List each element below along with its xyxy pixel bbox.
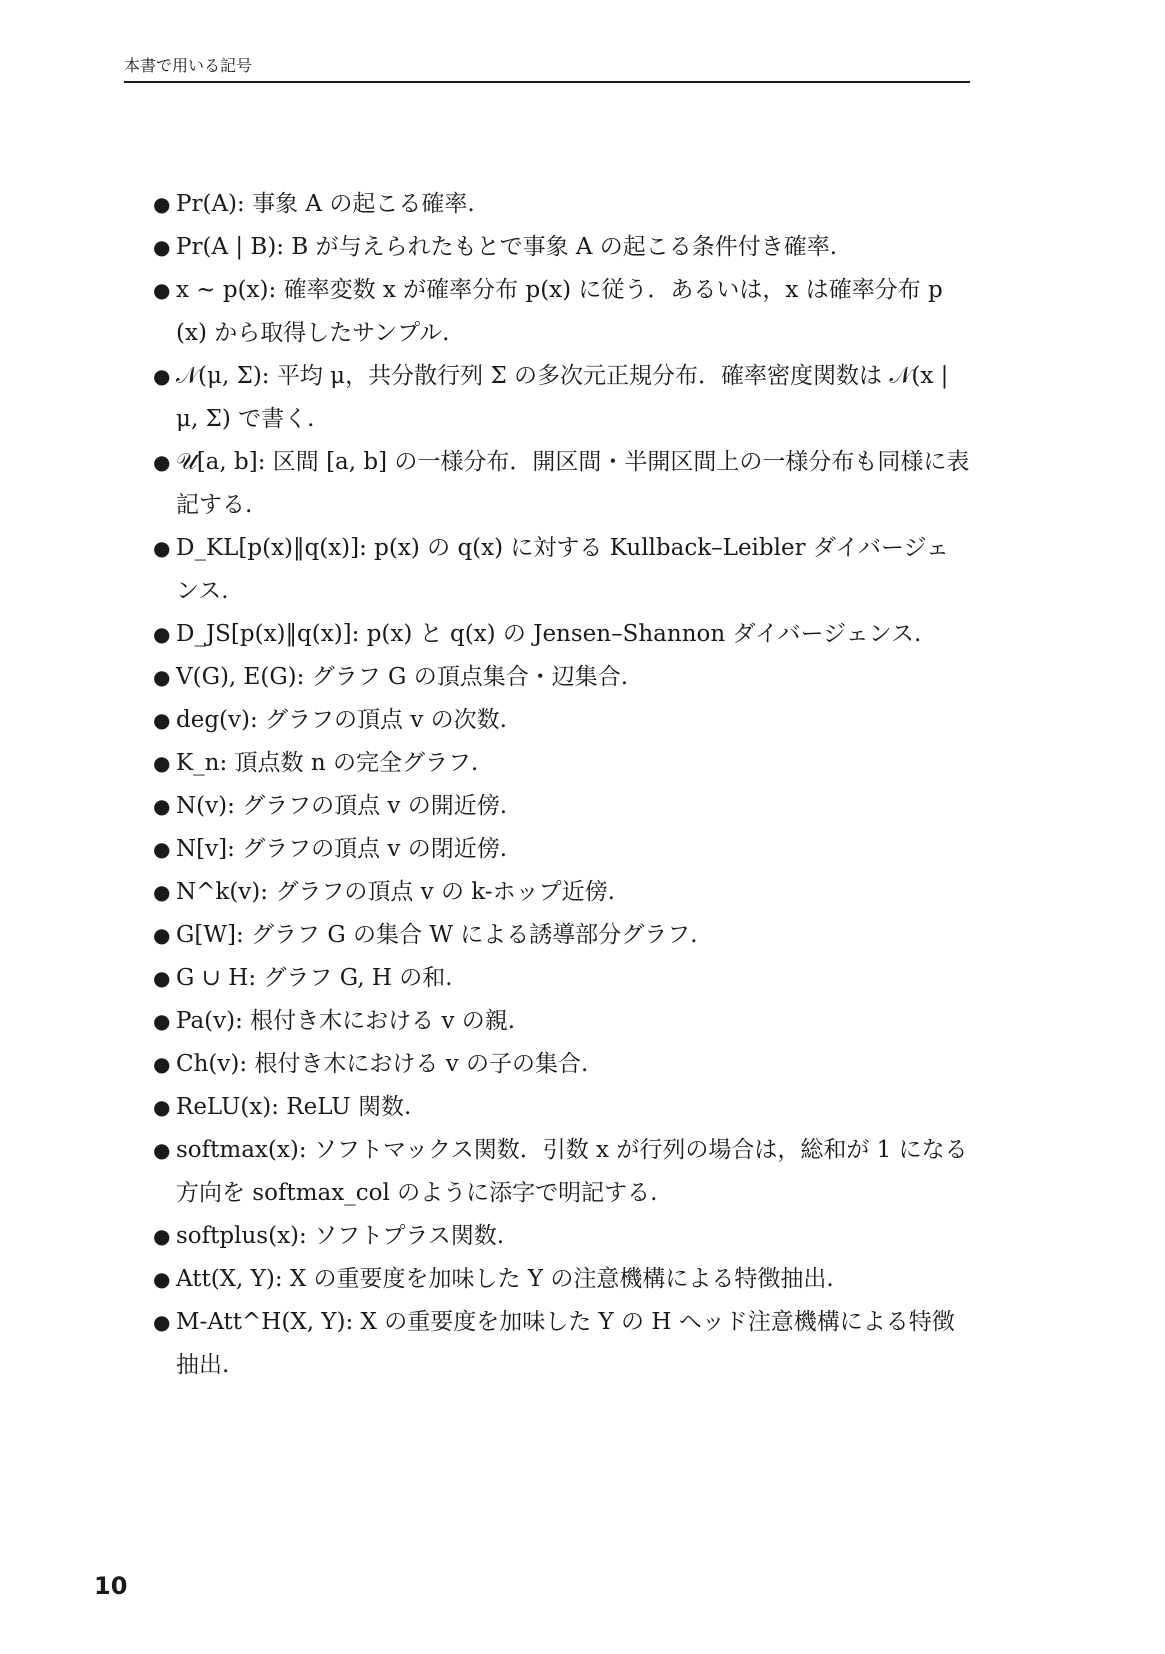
item-text: N^k(v): グラフの頂点 v の k-ホップ近傍. (176, 879, 615, 905)
list-item (152, 1258, 972, 1301)
item-text: V(G), E(G): グラフ G の頂点集合・辺集合. (176, 664, 629, 690)
item-text: deg(v): グラフの頂点 v の次数. (176, 707, 507, 733)
bullet-icon: ● (153, 1052, 171, 1076)
list-item (152, 1043, 972, 1086)
header-rule (124, 81, 970, 83)
bullet-icon: ● (153, 450, 171, 474)
bullet-icon: ● (153, 665, 171, 689)
item-text: 𝒩(μ, Σ): 平均 μ，共分散行列 Σ の多次元正規分布．確率密度関数は 𝒩(x | μ, Σ) で書く. (176, 363, 949, 432)
list-item (152, 527, 972, 613)
item-text: M-Att^H(X, Y): X の重要度を加味した Y の H ヘッド注意機構による特徴抽出. (176, 1309, 955, 1378)
page-number: 10 (94, 1572, 128, 1600)
list-item (152, 355, 972, 441)
list-item (152, 613, 972, 656)
item-text: Pr(A | B): B が与えられたもとで事象 A の起こる条件付き確率. (176, 234, 838, 260)
bullet-icon: ● (153, 192, 171, 216)
bullet-icon: ● (153, 708, 171, 732)
bullet-icon: ● (153, 1267, 171, 1291)
item-text: D_JS[p(x)‖q(x)]: p(x) と q(x) の Jensen–Shannon ダイバージェンス. (176, 621, 922, 647)
bullet-icon: ● (153, 1095, 171, 1119)
list-item (152, 785, 972, 828)
item-text: N(v): グラフの頂点 v の開近傍. (176, 793, 508, 819)
list-item (152, 1301, 972, 1387)
list-item (152, 1129, 972, 1215)
item-text: K_n: 頂点数 n の完全グラフ. (176, 750, 479, 776)
item-text: x ~ p(x): 確率変数 x が確率分布 p(x) に従う．あるいは，x は確率分布 p(x) から取得したサンプル. (176, 277, 943, 346)
list-item (152, 742, 972, 785)
bullet-icon: ● (153, 235, 171, 259)
notation-list (152, 183, 972, 1387)
list-item (152, 699, 972, 742)
list-item (152, 269, 972, 355)
item-text: N[v]: グラフの頂点 v の閉近傍. (176, 836, 508, 862)
bullet-icon: ● (153, 1224, 171, 1248)
bullet-icon: ● (153, 1009, 171, 1033)
item-text: G ∪ H: グラフ G, H の和. (176, 965, 453, 991)
bullet-icon: ● (153, 622, 171, 646)
item-text: Pa(v): 根付き木における v の親. (176, 1008, 516, 1034)
list-item (152, 914, 972, 957)
list-item (152, 871, 972, 914)
list-item (152, 226, 972, 269)
bullet-icon: ● (153, 1138, 171, 1162)
list-item (152, 1215, 972, 1258)
list-item (152, 441, 972, 527)
list-item (152, 1086, 972, 1129)
list-item (152, 183, 972, 226)
item-text: Att(X, Y): X の重要度を加味した Y の注意機構による特徴抽出. (176, 1266, 834, 1292)
bullet-icon: ● (153, 536, 171, 560)
item-text: G[W]: グラフ G の集合 W による誘導部分グラフ. (176, 922, 698, 948)
bullet-icon: ● (153, 364, 171, 388)
item-text: Ch(v): 根付き木における v の子の集合. (176, 1051, 589, 1077)
bullet-icon: ● (153, 1310, 171, 1334)
running-head: 本書で用いる記号 (124, 56, 253, 75)
list-item (152, 957, 972, 1000)
bullet-icon: ● (153, 794, 171, 818)
bullet-icon: ● (153, 837, 171, 861)
bullet-icon: ● (153, 880, 171, 904)
bullet-icon: ● (153, 923, 171, 947)
bullet-icon: ● (153, 966, 171, 990)
item-text: 𝒰[a, b]: 区間 [a, b] の一様分布．開区間・半開区間上の一様分布も同様に表記する. (176, 449, 970, 518)
item-text: D_KL[p(x)‖q(x)]: p(x) の q(x) に対する Kullback–Leibler ダイバージェンス. (176, 535, 950, 604)
item-text: softplus(x): ソフトプラス関数. (176, 1223, 505, 1249)
bullet-icon: ● (153, 751, 171, 775)
item-text: ReLU(x): ReLU 関数. (176, 1094, 412, 1120)
item-text: Pr(A): 事象 A の起こる確率. (176, 191, 475, 217)
item-text: softmax(x): ソフトマックス関数．引数 x が行列の場合は，総和が 1 になる方向を softmax_col のように添字で明記する. (176, 1137, 968, 1206)
bullet-icon: ● (153, 278, 171, 302)
list-item (152, 656, 972, 699)
list-item (152, 1000, 972, 1043)
list-item (152, 828, 972, 871)
